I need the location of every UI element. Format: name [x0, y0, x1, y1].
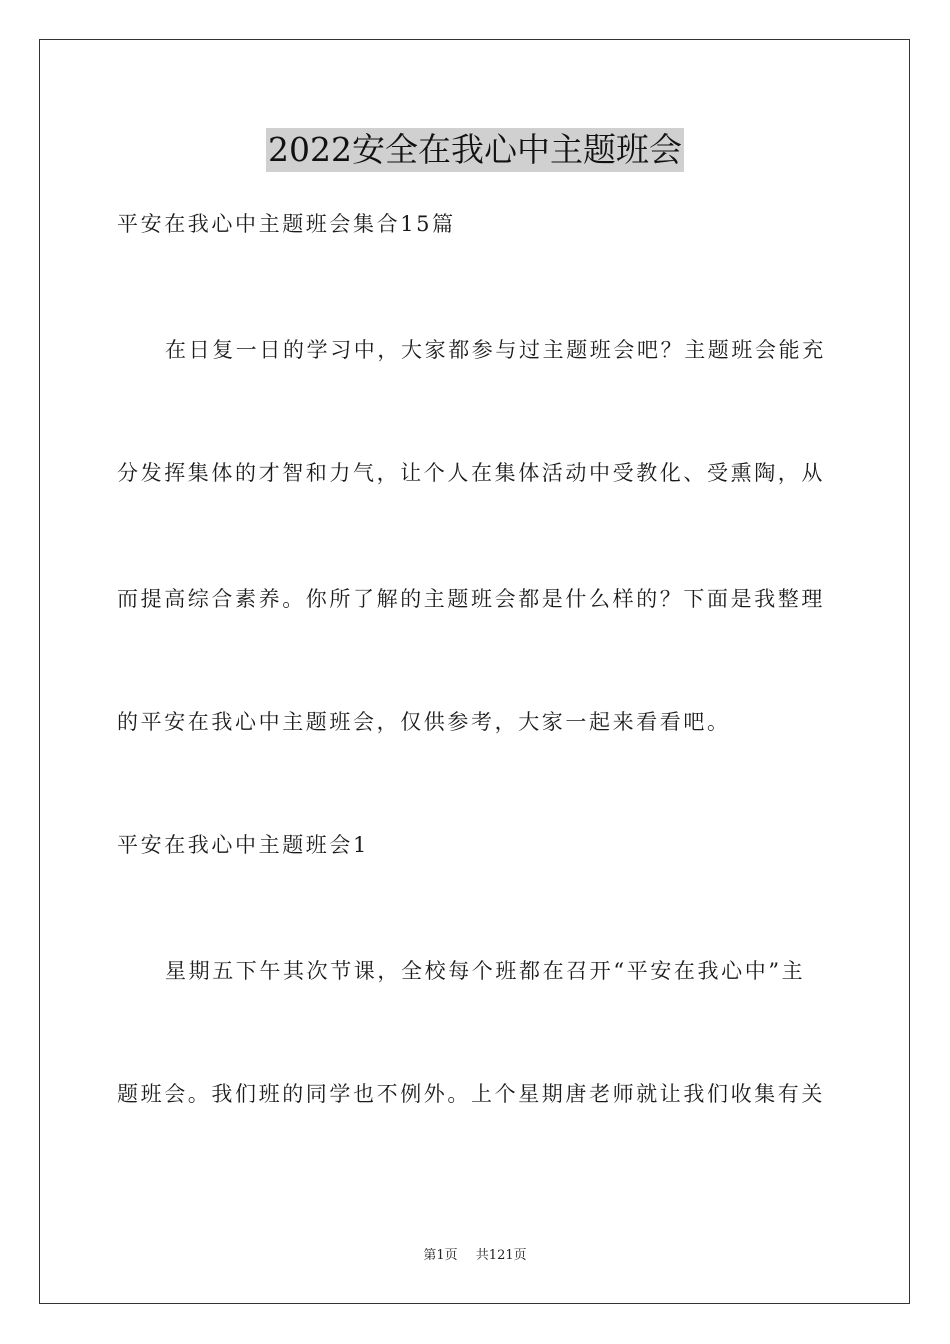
paragraph-line[interactable]: 星期五下午其次节课，全校每个班都在召开“平安在我心中”主: [165, 959, 806, 983]
document-subtitle[interactable]: 平安在我心中主题班会集合15篇: [117, 212, 456, 236]
paragraph-line[interactable]: 分发挥集体的才智和力气，让个人在集体活动中受教化、受熏陶，从: [117, 461, 825, 485]
section-heading[interactable]: 平安在我心中主题班会1: [117, 833, 369, 857]
page-number-current: 第1页: [423, 1248, 458, 1263]
paragraph-line[interactable]: 题班会。我们班的同学也不例外。上个星期唐老师就让我们收集有关: [117, 1082, 825, 1106]
page-footer: [0, 1247, 950, 1265]
document-title[interactable]: 2022安全在我心中主题班会: [266, 128, 684, 172]
paragraph-line[interactable]: 而提高综合素养。你所了解的主题班会都是什么样的？下面是我整理: [117, 587, 825, 611]
title-container: [0, 128, 950, 172]
page-number-total: 共121页: [475, 1248, 527, 1263]
paragraph-line[interactable]: 在日复一日的学习中，大家都参与过主题班会吧？主题班会能充: [165, 338, 826, 362]
paragraph-line[interactable]: 的平安在我心中主题班会，仅供参考，大家一起来看看吧。: [117, 710, 731, 734]
